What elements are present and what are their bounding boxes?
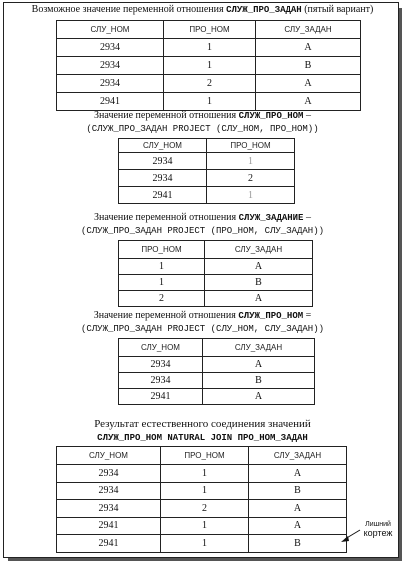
table-cell: 2934 xyxy=(119,373,203,389)
table-cell: 1 xyxy=(119,275,205,291)
table-cell: 2 xyxy=(161,500,249,518)
table-row xyxy=(57,482,347,500)
table-row xyxy=(57,75,361,93)
table-row xyxy=(119,259,313,275)
table-sluzh-pro-nom xyxy=(118,138,295,204)
table-row xyxy=(119,275,313,291)
table-cell: 2 xyxy=(119,291,205,307)
table-cell: 2934 xyxy=(57,75,164,93)
table-header-row xyxy=(119,241,313,259)
column-header: ПРО_НОМ xyxy=(119,241,205,259)
table-sluzh-pro-nom-2 xyxy=(118,338,315,405)
table-cell: 2934 xyxy=(57,465,161,483)
table-row xyxy=(57,465,347,483)
column-header: СЛУ_ЗАДАН xyxy=(256,21,361,39)
table-cell: 1 xyxy=(161,465,249,483)
table-row xyxy=(57,535,347,553)
table-row xyxy=(119,373,315,389)
column-header: ПРО_НОМ xyxy=(164,21,256,39)
table-cell: 1 xyxy=(164,93,256,111)
table-header-row xyxy=(119,139,295,153)
table-cell: 1 xyxy=(119,259,205,275)
section3-expression: (СЛУЖ_ПРО_ЗАДАН PROJECT (ПРО_НОМ, СЛУ_ЗАДАН)) xyxy=(80,226,325,236)
table-header-row xyxy=(119,339,315,357)
table-cell: 1 xyxy=(161,517,249,535)
column-header: СЛУ_НОМ xyxy=(119,339,203,357)
table-cell: 2941 xyxy=(57,93,164,111)
table-cell: 2941 xyxy=(57,535,161,553)
table-row xyxy=(57,517,347,535)
table-cell: 2934 xyxy=(119,357,203,373)
table-cell: 2941 xyxy=(57,517,161,535)
column-header: СЛУ_ЗАДАН xyxy=(205,241,313,259)
section2-expression: (СЛУЖ_ПРО_ЗАДАН PROJECT (СЛУ_НОМ, ПРО_НОМ)) xyxy=(86,124,319,134)
table-cell: 1 xyxy=(161,482,249,500)
table-cell: 2934 xyxy=(57,57,164,75)
table-cell: A xyxy=(205,291,313,307)
table-cell: 2934 xyxy=(57,500,161,518)
column-header: ПРО_НОМ xyxy=(161,447,249,465)
table-row xyxy=(119,357,315,373)
table-cell: 1 xyxy=(164,39,256,57)
table-row xyxy=(119,389,315,405)
table-row xyxy=(119,153,295,170)
annotation-arrow-icon xyxy=(338,528,364,546)
table-cell: A xyxy=(256,75,361,93)
table-row xyxy=(57,39,361,57)
table-cell: A xyxy=(203,357,315,373)
extra-tuple-annotation: Лишний кортеж xyxy=(363,521,393,538)
table-cell: 2 xyxy=(207,170,295,187)
section4-expression: (СЛУЖ_ПРО_ЗАДАН PROJECT (СЛУ_НОМ, СЛУ_ЗАДАН)) xyxy=(80,324,325,334)
table-cell: 2934 xyxy=(57,482,161,500)
table-cell: A xyxy=(203,389,315,405)
table-cell: B xyxy=(256,57,361,75)
table-cell: B xyxy=(249,482,347,500)
column-header: СЛУ_НОМ xyxy=(119,139,207,153)
table-cell: A xyxy=(205,259,313,275)
table-row xyxy=(119,291,313,307)
column-header: ПРО_НОМ xyxy=(207,139,295,153)
column-header: СЛУ_НОМ xyxy=(57,21,164,39)
column-header: СЛУ_ЗАДАН xyxy=(203,339,315,357)
table-row xyxy=(119,187,295,204)
section1-title: Возможное значение переменной отношения СЛУЖ_ПРО_ЗАДАН (пятый вариант) xyxy=(31,4,374,15)
table-cell: 2941 xyxy=(119,389,203,405)
table-row xyxy=(57,500,347,518)
table-row xyxy=(57,57,361,75)
table-cell: 2941 xyxy=(119,187,207,204)
table-cell: A xyxy=(249,465,347,483)
table-cell: A xyxy=(249,517,347,535)
table-header-row xyxy=(57,21,361,39)
section3-title: Значение переменной отношения СЛУЖ_ЗАДАНИЕ – xyxy=(94,212,311,223)
column-header: СЛУ_НОМ xyxy=(57,447,161,465)
table-cell: 2934 xyxy=(119,170,207,187)
table-cell: 1 xyxy=(207,153,295,170)
section2-title: Значение переменной отношения СЛУЖ_ПРО_НОМ – xyxy=(94,110,311,121)
table-cell: A xyxy=(256,39,361,57)
table-cell: 2934 xyxy=(119,153,207,170)
table-cell: B xyxy=(203,373,315,389)
table-cell: 1 xyxy=(161,535,249,553)
section5-title: Результат естественного соединения значений xyxy=(94,418,311,430)
table-header-row xyxy=(57,447,347,465)
section5-expression: СЛУЖ_ПРО_НОМ NATURAL JOIN ПРО_НОМ_ЗАДАН xyxy=(97,433,308,443)
table-natural-join-result xyxy=(56,446,347,553)
table-cell: B xyxy=(249,535,347,553)
column-header: СЛУ_ЗАДАН xyxy=(249,447,347,465)
section4-title: Значение переменной отношения СЛУЖ_ПРО_НОМ = xyxy=(93,310,312,321)
table-cell: 2 xyxy=(164,75,256,93)
table-cell: B xyxy=(205,275,313,291)
table-sluzh-pro-zadan xyxy=(56,20,361,111)
table-cell: A xyxy=(256,93,361,111)
table-cell: 2934 xyxy=(57,39,164,57)
table-row xyxy=(119,170,295,187)
table-sluzh-zadanie xyxy=(118,240,313,307)
table-cell: 1 xyxy=(164,57,256,75)
table-cell: 1 xyxy=(207,187,295,204)
table-row xyxy=(57,93,361,111)
table-cell: A xyxy=(249,500,347,518)
